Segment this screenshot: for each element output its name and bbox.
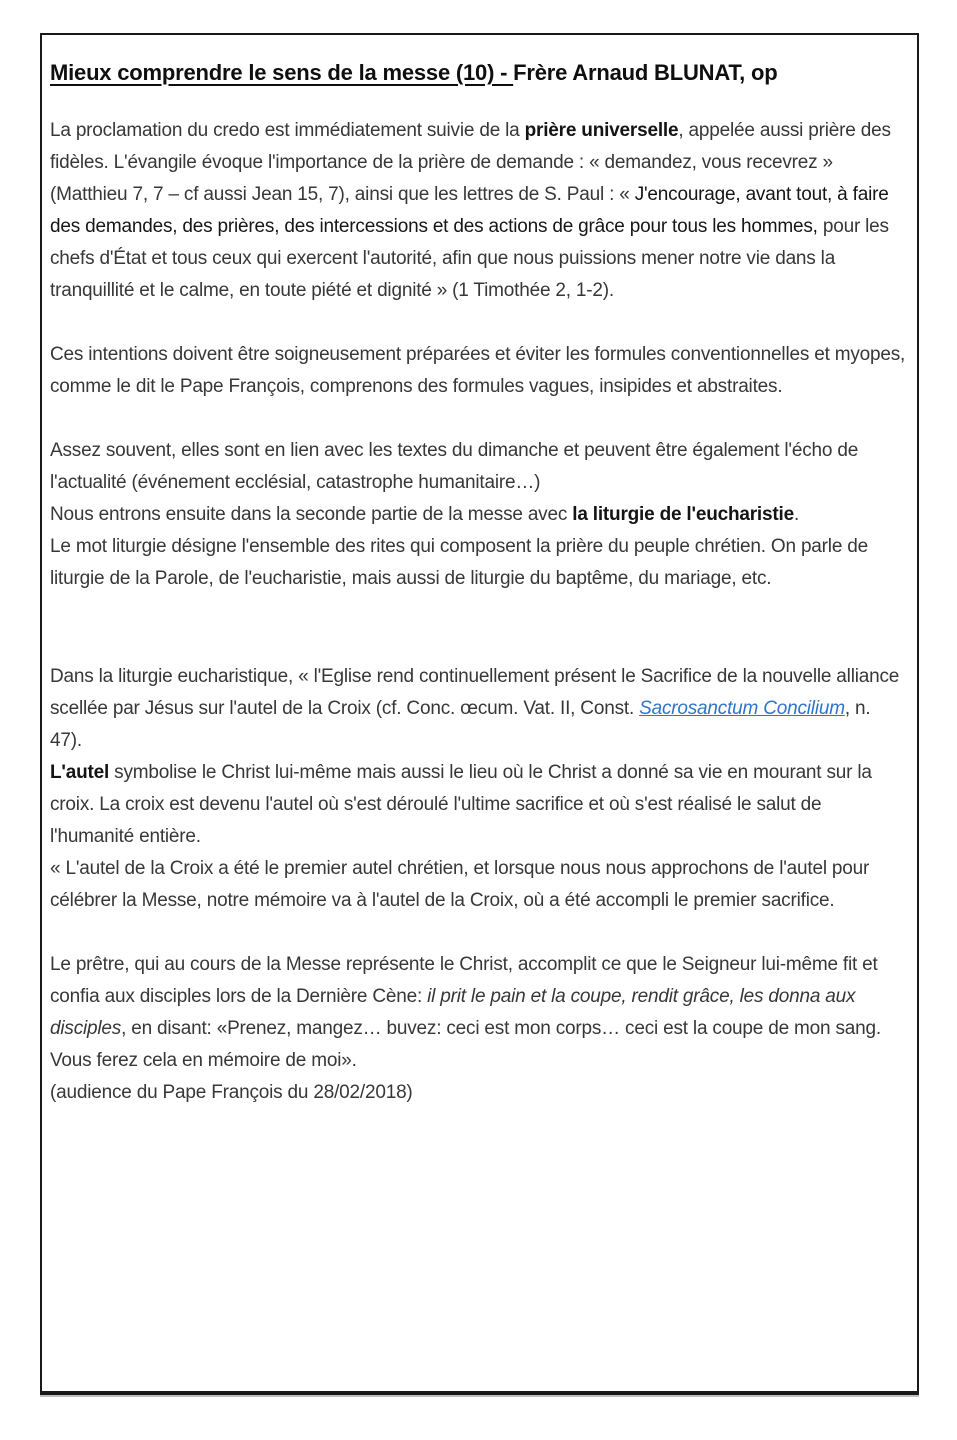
paragraph bbox=[50, 115, 907, 307]
text-run: Dans la liturgie eucharistique, « l'Eglise rend continuellement présent le Sacrifice de la nouvelle alliance scellée par Jésus sur l'autel de la Croix (cf. Conc. œcum. Vat. II, Const. bbox=[50, 666, 900, 719]
text-run: J'encourage, avant tout, à faire des demandes, des prières, des intercessions et des actions de grâce pour tous les hommes, bbox=[50, 184, 889, 237]
text-run: La proclamation du credo est immédiatement suivie de la bbox=[50, 120, 525, 141]
text-run: symbolise le Christ lui-même mais aussi le lieu où le Christ a donné sa vie en mourant sur la croix. La croix est devenu l'autel où s'est déroulé l'ultime sacrifice et où s'est réalisé le salut de l'humanité entière. bbox=[50, 762, 872, 847]
text-run: , en disant: «Prenez, mangez… buvez: ceci est mon corps… ceci est la coupe de mon sang. Vous ferez cela en mémoire de moi». bbox=[50, 1018, 881, 1071]
text-run: pour les chefs d'État et tous ceux qui exercent l'autorité, afin que nous puissions mener notre vie dans la tranquillité et le calme, en toute piété et dignité » (1 Timothée 2, 1-2). bbox=[50, 216, 889, 301]
text-run: prière universelle bbox=[524, 120, 679, 141]
text-run: , n. 47). bbox=[50, 698, 871, 751]
text-run: Ces intentions doivent être soigneusement préparées et éviter les formules conventionnelles et myopes, comme le dit le Pape François, comprenons des formules vagues, insipides et abstraites. bbox=[50, 344, 906, 397]
paragraph bbox=[50, 339, 907, 403]
title-underlined-text: Mieux comprendre le sens de la messe (10) - bbox=[50, 60, 514, 85]
text-run: , appelée aussi prière des fidèles. L'évangile évoque l'importance de la prière de demande : « demandez, vous recevrez » (Matthieu 7, 7 – cf aussi Jean 15, 7), ainsi que les lettres de S. Paul : « bbox=[50, 120, 891, 205]
paragraph bbox=[50, 949, 907, 1109]
text-run: la liturgie de l'eucharistie bbox=[572, 504, 794, 525]
text-run: (audience du Pape François du 28/02/2018) bbox=[50, 1082, 413, 1103]
document-title bbox=[50, 55, 907, 91]
text-run: il prit le pain et la coupe, rendit grâce, les donna aux disciples bbox=[50, 986, 856, 1039]
text-run: L'autel bbox=[50, 762, 110, 783]
sacrosanctum-concilium-link[interactable]: Sacrosanctum Concilium bbox=[639, 698, 845, 719]
text-run: Assez souvent, elles sont en lien avec les textes du dimanche et peuvent être également l'écho de l'actualité (événement ecclésial, catastrophe humanitaire…) bbox=[50, 440, 859, 493]
text-run: . bbox=[793, 504, 800, 525]
document-body bbox=[50, 115, 907, 1109]
document-page bbox=[40, 33, 919, 1395]
text-run: Nous entrons ensuite dans la seconde partie de la messe avec bbox=[50, 504, 573, 525]
paragraph bbox=[50, 661, 907, 917]
title-author-text: Frère Arnaud BLUNAT, op bbox=[513, 60, 778, 85]
text-run: « L'autel de la Croix a été le premier autel chrétien, et lorsque nous nous approchons de l'autel pour célébrer la Messe, notre mémoire va à l'autel de la Croix, où a été accompli le premier sacrifice. bbox=[50, 858, 870, 911]
text-run: Le prêtre, qui au cours de la Messe représente le Christ, accomplit ce que le Seigneur lui-même fit et confia aux disciples lors de la Dernière Cène: bbox=[50, 954, 878, 1007]
paragraph bbox=[50, 435, 907, 595]
text-run: Le mot liturgie désigne l'ensemble des rites qui composent la prière du peuple chrétien. On parle de liturgie de la Parole, de l'eucharistie, mais aussi de liturgie du baptême, du mariage, etc. bbox=[50, 536, 869, 589]
